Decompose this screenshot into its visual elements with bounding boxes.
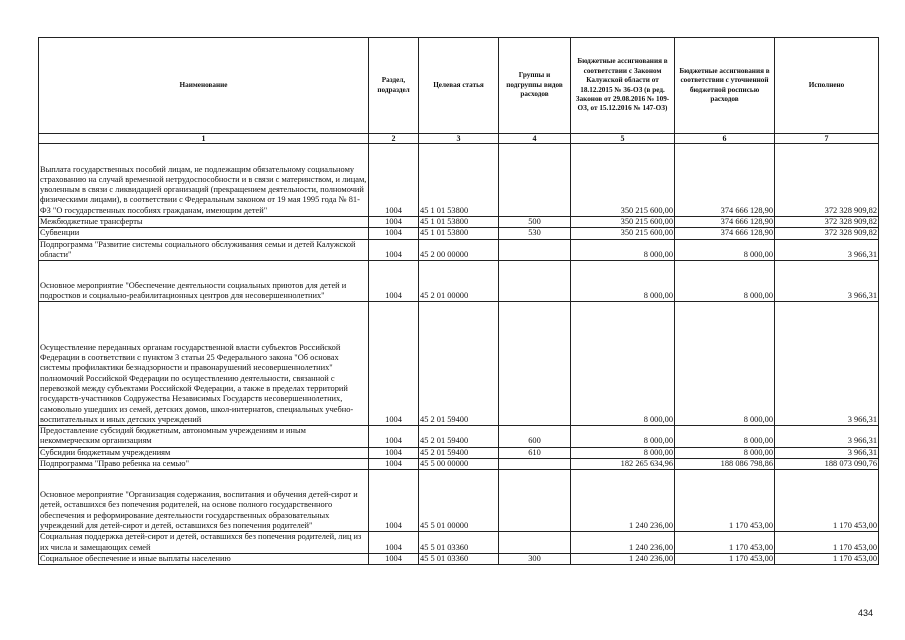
table-row — [39, 426, 879, 448]
row-plan-allocation: 8 000,00 — [675, 239, 775, 261]
table-row — [39, 459, 879, 470]
row-law-allocation: 8 000,00 — [571, 426, 675, 448]
col-number: 1 — [39, 134, 369, 144]
row-article: 45 5 00 00000 — [419, 459, 499, 470]
row-executed: 372 328 909,82 — [775, 217, 879, 228]
table-row — [39, 302, 879, 426]
row-executed: 3 966,31 — [775, 239, 879, 261]
row-group — [499, 470, 571, 532]
row-article: 45 2 01 00000 — [419, 261, 499, 302]
row-group — [499, 261, 571, 302]
budget-table — [38, 37, 879, 565]
row-name: Предоставление субсидий бюджетным, автономным учреждениям и иным некоммерческим организациям — [39, 426, 369, 448]
col-number: 7 — [775, 134, 879, 144]
row-article: 45 2 01 59400 — [419, 302, 499, 426]
col-number: 5 — [571, 134, 675, 144]
row-law-allocation: 8 000,00 — [571, 302, 675, 426]
table-row — [39, 261, 879, 302]
col-header-plan-allocation: Бюджетные ассигнования в соответствии с уточненной бюджетной росписью расходов — [675, 38, 775, 134]
col-header-executed: Исполнено — [775, 38, 879, 134]
col-header-law-allocation: Бюджетные ассигнования в соответствии с Законом Калужской области от 18.12.2015 № 36-ОЗ (в ред. Законов от 29.08.2016 № 109-ОЗ, от 15.12.2016 № 147-ОЗ) — [571, 38, 675, 134]
row-article: 45 1 01 53800 — [419, 217, 499, 228]
col-number: 3 — [419, 134, 499, 144]
row-group — [499, 144, 571, 217]
row-section: 1004 — [369, 459, 419, 470]
row-group: 610 — [499, 447, 571, 458]
row-name: Основное мероприятие "Организация содержания, воспитания и обучения детей-сирот и детей, оставшихся без попечения родителей, на основе полного государственного обеспечения и реформирование деятельности государственных образовательных учреждений для детей-сирот и детей, оставшихся без попечения родителей" — [39, 470, 369, 532]
row-executed: 3 966,31 — [775, 447, 879, 458]
table-row — [39, 144, 879, 217]
row-executed: 1 170 453,00 — [775, 553, 879, 564]
row-section: 1004 — [369, 228, 419, 239]
row-name: Подпрограмма "Развитие системы социального обслуживания семьи и детей Калужской области" — [39, 239, 369, 261]
row-section: 1004 — [369, 470, 419, 532]
row-plan-allocation: 1 170 453,00 — [675, 532, 775, 554]
row-name: Основное мероприятие "Обеспечение деятельности социальных приютов для детей и подростков и социально-реабилитационных центров для несовершеннолетних" — [39, 261, 369, 302]
table-row — [39, 228, 879, 239]
row-article: 45 5 01 00000 — [419, 470, 499, 532]
row-article: 45 2 00 00000 — [419, 239, 499, 261]
row-plan-allocation: 188 086 798,86 — [675, 459, 775, 470]
row-plan-allocation: 1 170 453,00 — [675, 470, 775, 532]
page-number: 434 — [858, 608, 874, 618]
row-group: 530 — [499, 228, 571, 239]
row-executed: 372 328 909,82 — [775, 228, 879, 239]
row-law-allocation: 8 000,00 — [571, 447, 675, 458]
row-name: Социальное обеспечение и иные выплаты населению — [39, 553, 369, 564]
col-number: 6 — [675, 134, 775, 144]
row-law-allocation: 8 000,00 — [571, 261, 675, 302]
row-law-allocation: 350 215 600,00 — [571, 217, 675, 228]
table-row — [39, 447, 879, 458]
row-plan-allocation: 8 000,00 — [675, 426, 775, 448]
header-row — [39, 38, 879, 134]
table-row — [39, 532, 879, 554]
row-executed: 1 170 453,00 — [775, 532, 879, 554]
row-section: 1004 — [369, 217, 419, 228]
row-executed: 3 966,31 — [775, 302, 879, 426]
row-group — [499, 302, 571, 426]
col-number: 2 — [369, 134, 419, 144]
row-article: 45 2 01 59400 — [419, 447, 499, 458]
row-executed: 3 966,31 — [775, 426, 879, 448]
row-section: 1004 — [369, 532, 419, 554]
row-group — [499, 459, 571, 470]
row-plan-allocation: 374 666 128,90 — [675, 217, 775, 228]
col-header-section: Раздел, подраздел — [369, 38, 419, 134]
table-row — [39, 470, 879, 532]
row-group: 300 — [499, 553, 571, 564]
row-section: 1004 — [369, 261, 419, 302]
col-header-group: Группы и подгруппы видов расходов — [499, 38, 571, 134]
row-section: 1004 — [369, 239, 419, 261]
row-law-allocation: 1 240 236,00 — [571, 532, 675, 554]
row-law-allocation: 1 240 236,00 — [571, 553, 675, 564]
row-law-allocation: 182 265 634,96 — [571, 459, 675, 470]
row-group — [499, 532, 571, 554]
row-group: 600 — [499, 426, 571, 448]
table-row — [39, 217, 879, 228]
row-section: 1004 — [369, 553, 419, 564]
row-article: 45 5 01 03360 — [419, 553, 499, 564]
row-executed: 1 170 453,00 — [775, 470, 879, 532]
row-section: 1004 — [369, 144, 419, 217]
row-name: Субсидии бюджетным учреждениям — [39, 447, 369, 458]
row-section: 1004 — [369, 447, 419, 458]
row-name: Социальная поддержка детей-сирот и детей, оставшихся без попечения родителей, лиц из их числа и замещающих семей — [39, 532, 369, 554]
row-executed: 3 966,31 — [775, 261, 879, 302]
row-plan-allocation: 374 666 128,90 — [675, 144, 775, 217]
row-article: 45 1 01 53800 — [419, 144, 499, 217]
column-number-row — [39, 134, 879, 144]
row-name: Выплата государственных пособий лицам, не подлежащим обязательному социальному страхованию на случай временной нетрудоспособности и в связи с материнством, и лицам, уволенным в связи с ликвидацией организаций (прекращением деятельности, полномочий физическими лицами), в соответствии с Федеральным законом от 19 мая 1995 года № 81-ФЗ "О государственных пособиях гражданам, имеющим детей" — [39, 144, 369, 217]
row-name: Субвенции — [39, 228, 369, 239]
col-number: 4 — [499, 134, 571, 144]
row-law-allocation: 350 215 600,00 — [571, 144, 675, 217]
row-section: 1004 — [369, 302, 419, 426]
row-section: 1004 — [369, 426, 419, 448]
row-name: Осуществление переданных органам государственной власти субъектов Российской Федерации в соответствии с пунктом 3 статьи 25 Федерального закона "Об основах системы профилактики безнадзорности и правонарушений несовершеннолетних" полномочий Российской Федерации по осуществлению деятельности, связанной с перевозкой между субъектами Российской Федерации, а также в пределах территорий государств-участников Содружества Независимых Государств несовершеннолетних, самовольно ушедших из семей, детских домов, школ-интернатов, специальных учебно-воспитательных и иных детских учреждений — [39, 302, 369, 426]
col-header-name: Наименование — [39, 38, 369, 134]
row-name: Межбюджетные трансферты — [39, 217, 369, 228]
row-plan-allocation: 374 666 128,90 — [675, 228, 775, 239]
row-article: 45 2 01 59400 — [419, 426, 499, 448]
row-plan-allocation: 1 170 453,00 — [675, 553, 775, 564]
row-plan-allocation: 8 000,00 — [675, 261, 775, 302]
row-law-allocation: 1 240 236,00 — [571, 470, 675, 532]
table-row — [39, 553, 879, 564]
col-header-article: Целевая статья — [419, 38, 499, 134]
row-article: 45 1 01 53800 — [419, 228, 499, 239]
row-executed: 372 328 909,82 — [775, 144, 879, 217]
row-group — [499, 239, 571, 261]
row-article: 45 5 01 03360 — [419, 532, 499, 554]
row-plan-allocation: 8 000,00 — [675, 447, 775, 458]
row-law-allocation: 350 215 600,00 — [571, 228, 675, 239]
row-law-allocation: 8 000,00 — [571, 239, 675, 261]
table-row — [39, 239, 879, 261]
row-group: 500 — [499, 217, 571, 228]
row-executed: 188 073 090,76 — [775, 459, 879, 470]
row-name: Подпрограмма "Право ребенка на семью" — [39, 459, 369, 470]
row-plan-allocation: 8 000,00 — [675, 302, 775, 426]
